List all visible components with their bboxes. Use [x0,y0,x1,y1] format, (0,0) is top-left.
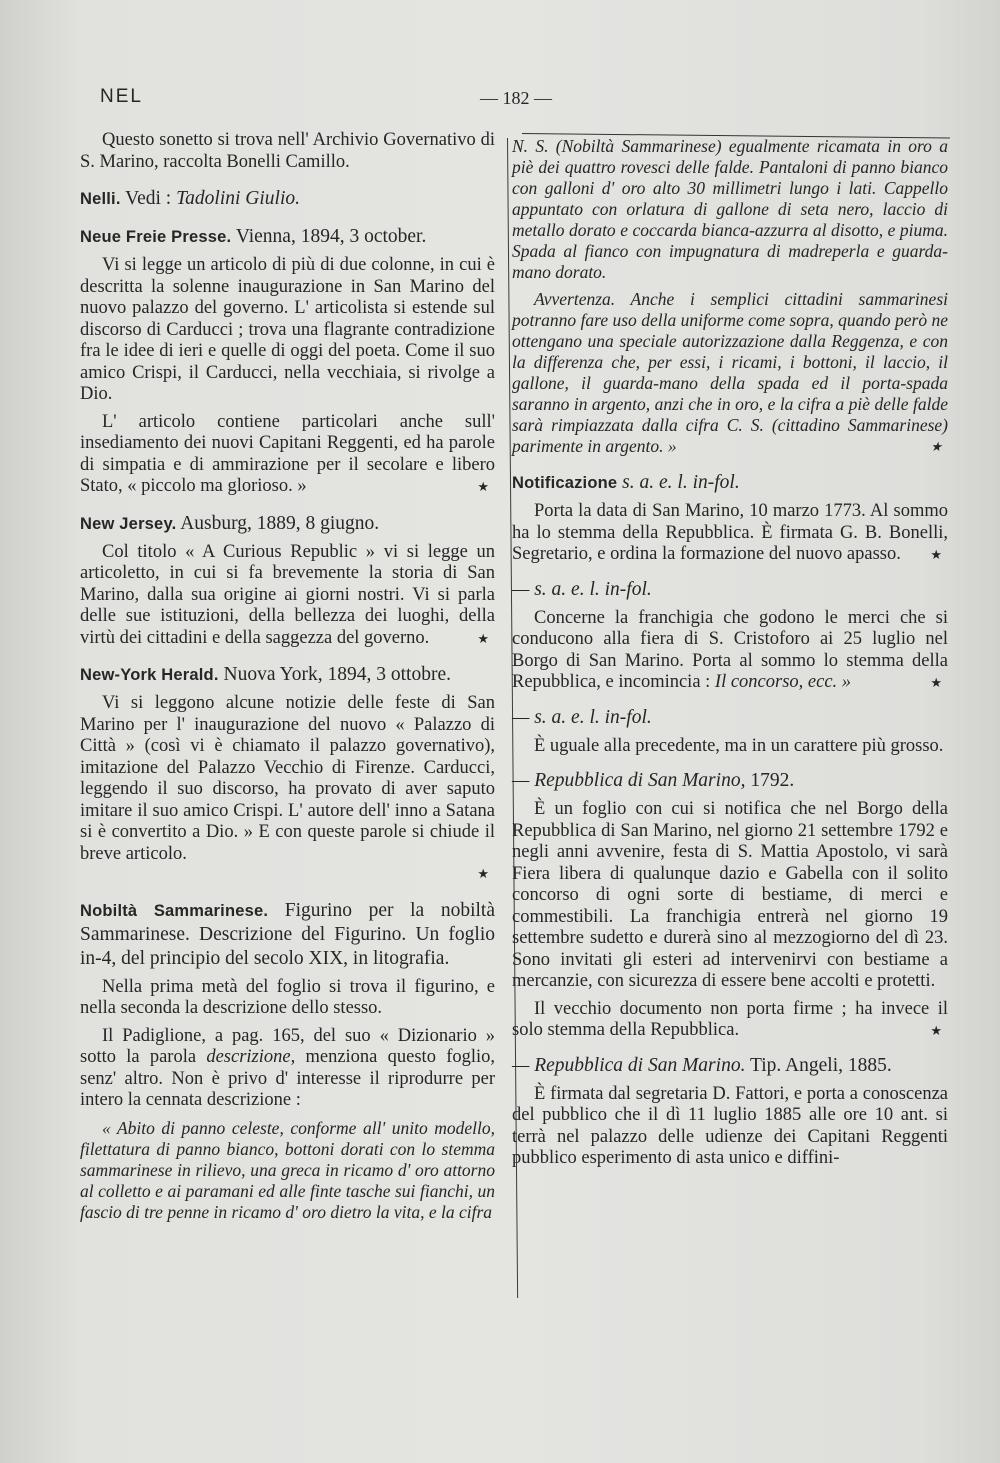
running-head-title: NEL [100,86,143,107]
paragraph-text: Avvertenza. Anche i semplici cittadini sammarinesi potranno fare uso della uniforme come sopra, quando però ne ottengano una speciale autorizzazione dalla Reggenza, e con la differenza che, per essi, i ricami, i bottoni, il laccio, il gallone, il guarda-mano della spada ed il porta-spada saranno in argento, anzi che in oro, e la cifra a piè delle falde sarà rimpiazzata dalla cifra C. S. (cittadino Sammarinese) parimente in argento. » [512,289,948,456]
italic-term: Il concorso, ecc. » [714,672,852,692]
entry-citation: Nuova York, 1894, 3 ottobre. [223,664,451,685]
quoted-description [80,1118,495,1223]
star-mark: ★ [477,630,489,646]
left-column [80,130,495,1229]
star-mark: ★ [930,675,942,690]
entry-citation: s. a. e. l. in-fol. [622,472,740,493]
entry-new-jersey [80,512,495,536]
sub-entry-imprint: Tip. Angeli, 1885. [749,1054,892,1076]
headword: Neue Freie Presse. [80,228,232,246]
sub-entry-title: — Repubblica di San Marino, [512,770,746,791]
quoted-description-continued [512,136,948,457]
body-paragraph: Vi si leggono alcune notizie delle feste di San Marino per l' inaugurazione del nuovo « Palazzo di Città » (così vi è chiamato il palazzo governativo), imitazione del Palazzo Vecchio di Firenze. Carducci, leggendo il suo discorso, ha provato di aver saputo imitare il suo amico Crispi. L' autore dell' inno a Satana si è convertito a Dio. » E con queste parole si chiude il breve articolo. [80,693,495,864]
body-paragraph: Vi si legge un articolo di più di due colonne, in cui è descritta la solenne inaugurazione in San Marino del nuovo palazzo del governo. L' articolista si estende sul discorso di Carducci ; trova una flagrante contradizione fra le idee di ieri e quelle di oggi del poeta. Come il suo amico Crispi, il Carducci, nella vecchiaia, si rivolge a Dio. [80,255,495,404]
right-column [512,136,948,1176]
paragraph-text: L' articolo contiene particolari anche sull' insediamento dei nuovi Capitani Reggenti, ed ha parole di simpatia e di ammirazione per il secolare e libero Stato, « piccolo ma glorioso. » [80,411,495,496]
star-mark: ★ [477,479,489,494]
entry-nelli [80,187,495,211]
entry-nobilta-sammarinese [80,899,495,971]
sub-entry-date: 1792. [750,770,795,791]
entry-citation: Ausburg, 1889, 8 giugno. [180,512,380,534]
body-paragraph [512,501,948,566]
headword: Nobiltà Sammarinese. [80,901,269,920]
paragraph-text: menziona questo foglio, senz' altro. Non è privo d' interesse il riprodurre per intero la cennata descrizione : [80,1047,496,1110]
body-paragraph: È uguale alla precedente, ma in un carattere più grosso. [534,735,944,756]
page-number: — 182 — [480,88,552,108]
star-mark: ★ [930,1023,942,1038]
entry-neue-freie-presse [80,225,495,249]
entry-new-york-herald [80,663,495,687]
entry-citation: Vienna, 1894, 3 october. [235,226,427,247]
paragraph-text: Il Padiglione, a pag. 165, del suo « Dizionario » sotto la parola [80,1025,495,1067]
headword: New-York Herald. [80,666,219,684]
running-head [100,86,940,116]
body-paragraph [80,1026,495,1112]
sub-entry-label [512,769,948,793]
paragraph-text: Col titolo « A Curious Republic » vi si legge un articoletto, in cui si fa brevemente la storia di San Marino, dalla sua origine ai giorni nostri. Vi si parla delle sue istituzioni, della bellezza dei luoghi, della virtù dei cittadini e della saggezza del governo. [80,541,495,648]
star-mark: ★ [930,439,942,454]
body-paragraph: Nella prima metà del foglio si trova il figurino, e nella seconda la descrizione dello stesso. [80,976,495,1018]
sub-entry-label: — s. a. e. l. in-fol. [512,706,652,728]
body-paragraph [512,999,948,1042]
italic-term: descrizione, [206,1047,296,1067]
quote-paragraph: N. S. (Nobiltà Sammarinese) egualmente ricamata in oro a piè dei quattro rovesci delle falde. Pantaloni di panno bianco con galloni d' oro alto 30 millimetri lungo i lati. Cappello appuntato con orlatura di gallone di seta nero, laccio di metallo dorato e coccarda bianca-azzurra al disotto, e piuma. Spada al fianco con impugnatura di madreperla e guarda-mano dorato. [512,136,948,282]
star-mark: ★ [477,866,489,881]
sub-entry-title: — Repubblica di San Marino. [512,1054,746,1076]
body-paragraph [80,412,495,498]
sub-entry-label: — s. a. e. l. in-fol. [512,578,652,600]
headword: Nelli. [80,190,121,208]
entry-notificazione [512,471,948,495]
sub-entry-label [512,1054,948,1078]
star-mark: ★ [930,547,942,562]
paragraph-text: Porta la data di San Marino, 10 marzo 1773. Al sommo ha lo stemma della Repubblica. È firmata G. B. Bonelli, Segretario, e ordina la formazione del nuovo apasso. [512,501,948,564]
body-paragraph [80,542,495,650]
paragraph-text: Concerne la franchigia che godono le merci che si conducono alla fiera di S. Cristoforo ai 25 luglio nel Borgo di San Marino. Porta al sommo lo stemma della Repubblica, e incomincia : [512,607,948,692]
entry-citation: Figurino per la nobiltà Sammarinese. Descrizione del Figurino. Un foglio in-4, del principio del secolo XIX, in litografia. [80,899,495,969]
entry-see-prefix: Vedi : [125,188,172,209]
body-paragraph: È firmata dal segretaria D. Fattori, e porta a conoscenza del pubblico che il dì 11 luglio 1885 alle ore 10 ant. si terrà nel palazzo delle udienze dei Capitani Reggenti pubblico esperimento di asta unico e diffini- [512,1083,948,1168]
quote-paragraph: « Abito di panno celeste, conforme all' unito modello, filettatura di panno bianco, bottoni dorati con lo stemma sammarinese in rilievo, una greca in ricamo d' oro attorno al colletto e ai paramani ed alle finte tasche sui fianchi, un fascio di tre penne in ricamo d' oro dietro la vita, e la cifra [80,1117,495,1222]
quote-paragraph [512,289,948,457]
headword: New Jersey. [80,514,177,533]
intro-paragraph: Questo sonetto si trova nell' Archivio Governativo di S. Marino, raccolta Bonelli Camillo. [80,130,495,172]
body-paragraph [512,608,948,694]
paragraph-text: Il vecchio documento non porta firme ; ha invece il solo stemma della Repubblica. [512,998,948,1040]
body-paragraph: È un foglio con cui si notifica che nel Borgo della Repubblica di San Marino, nel giorno 21 settembre 1792 e negli anni avvenire, festa di S. Mattia Apostolo, vi sarà Fiera libera di qualunque dazio e Gabella con il solito concorso di ogni sorte di bestiame, di merci e commestibili. La franchigia entrerà nel giorno 19 settembre sudetto e durerà sino al mezzogiorno del dì 23. Sono invitati gli esteri ad intervenirvi con bestiame a mercanzie, con sicurezza di essere bene accolti e protetti. [512,799,948,991]
cross-reference: Tadolini Giulio. [176,188,300,209]
headword: Notificazione [512,474,618,492]
